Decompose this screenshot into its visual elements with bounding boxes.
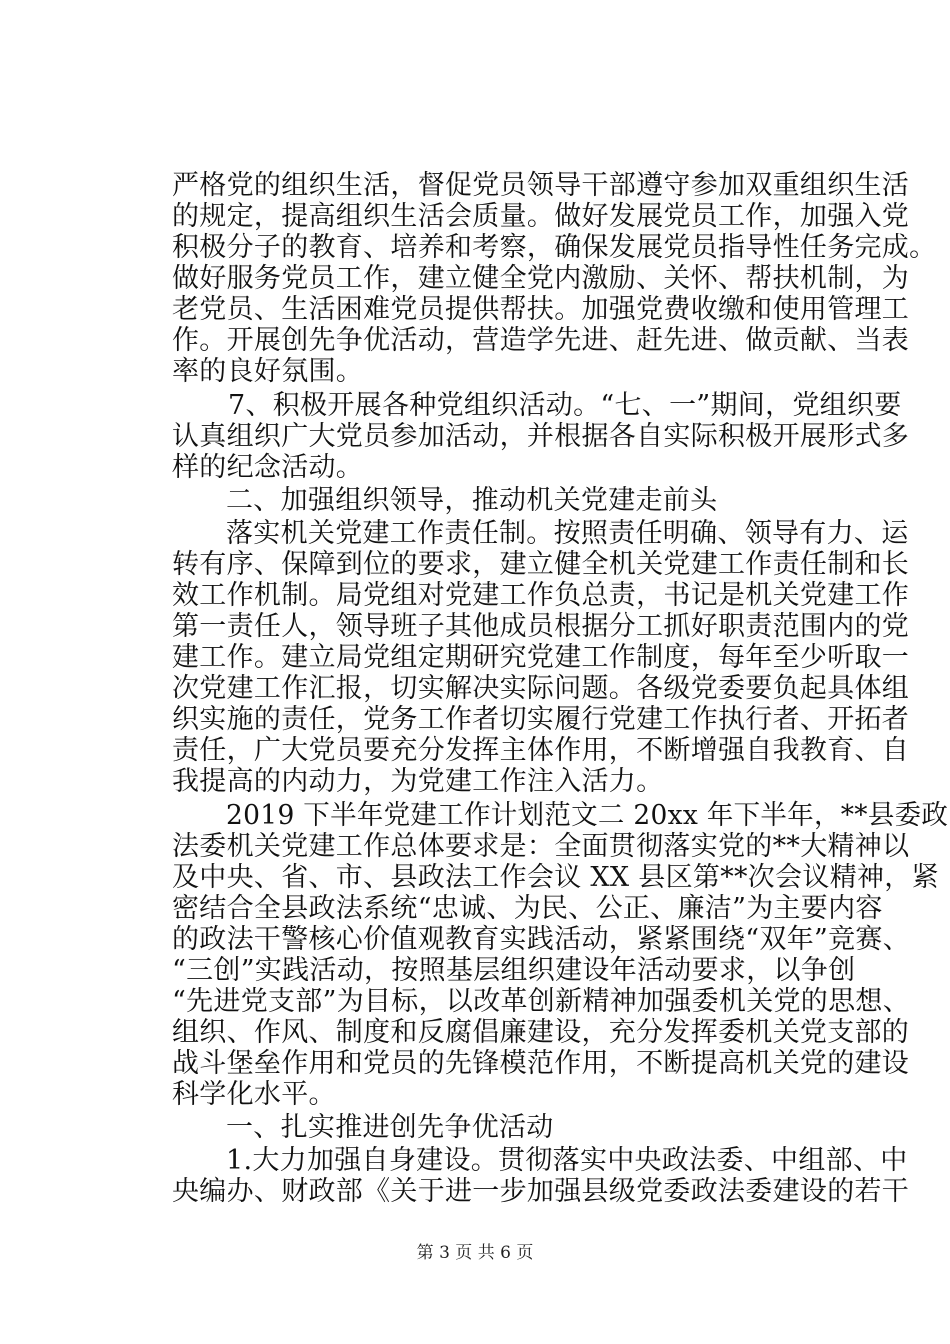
text-line: “三创”实践活动，按照基层组织建设年活动要求，以争创 [172, 955, 856, 986]
text-line: 织实施的责任，党务工作者切实履行党建工作执行者、开拓者 [172, 704, 910, 735]
text-line: “先进党支部”为目标，以改革创新精神加强委机关党的思想、 [172, 986, 911, 1017]
section-heading: 一、扎实推进创先争优活动 [226, 1112, 554, 1143]
text-line: 7、积极开展各种党组织活动。“七、一”期间，党组织要 [228, 390, 902, 421]
text-line: 样的纪念活动。 [172, 452, 364, 483]
text-line: 效工作机制。局党组对党建工作负总责，书记是机关党建工作 [172, 580, 910, 611]
text-line: 严格党的组织生活，督促党员领导干部遵守参加双重组织生活 [172, 170, 910, 201]
text-line: 作。开展创先争优活动，营造学先进、赶先进、做贡献、当表 [172, 325, 910, 356]
text-line: 转有序、保障到位的要求，建立健全机关党建工作责任制和长 [172, 549, 910, 580]
text-line: 法委机关党建工作总体要求是：全面贯彻落实党的**大精神以 [172, 831, 910, 862]
text-line: 认真组织广大党员参加活动，并根据各自实际积极开展形式多 [172, 421, 910, 452]
text-line: 老党员、生活困难党员提供帮扶。加强党费收缴和使用管理工 [172, 294, 910, 325]
text-line: 第一责任人，领导班子其他成员根据分工抓好职责范围内的党 [172, 611, 910, 642]
text-line: 我提高的内动力，为党建工作注入活力。 [172, 766, 664, 797]
page-number-footer: 第 3 页 共 6 页 [416, 1243, 534, 1263]
section-heading: 二、加强组织领导，推动机关党建走前头 [226, 485, 718, 516]
text-line: 及中央、省、市、县政法工作会议 XX 县区第**次会议精神，紧 [172, 862, 939, 893]
text-line: 落实机关党建工作责任制。按照责任明确、领导有力、运 [226, 518, 909, 549]
text-line: 的政法干警核心价值观教育实践活动，紧紧围绕“双年”竞赛、 [172, 924, 911, 955]
text-line: 做好服务党员工作，建立健全党内激励、关怀、帮扶机制，为 [172, 263, 910, 294]
text-line: 战斗堡垒作用和党员的先锋模范作用，不断提高机关党的建设 [172, 1048, 910, 1079]
text-line: 2019 下半年党建工作计划范文二 20xx 年下半年，**县委政 [226, 800, 949, 831]
text-line: 科学化水平。 [172, 1079, 336, 1110]
text-line: 密结合全县政法系统“忠诚、为民、公正、廉洁”为主要内容 [172, 893, 883, 924]
text-line: 次党建工作汇报，切实解决实际问题。各级党委要负起具体组 [172, 673, 910, 704]
text-line: 组织、作风、制度和反腐倡廉建设，充分发挥委机关党支部的 [172, 1017, 910, 1048]
text-line: 1.大力加强自身建设。贯彻落实中央政法委、中组部、中 [226, 1145, 908, 1176]
text-line: 积极分子的教育、培养和考察，确保发展党员指导性任务完成。 [172, 232, 937, 263]
text-line: 率的良好氛围。 [172, 356, 364, 387]
text-line: 建工作。建立局党组定期研究党建工作制度，每年至少听取一 [172, 642, 910, 673]
text-line: 央编办、财政部《关于进一步加强县级党委政法委建设的若干 [172, 1176, 910, 1207]
text-line: 的规定，提高组织生活会质量。做好发展党员工作，加强入党 [172, 201, 910, 232]
text-line: 责任，广大党员要充分发挥主体作用，不断增强自我教育、自 [172, 735, 910, 766]
